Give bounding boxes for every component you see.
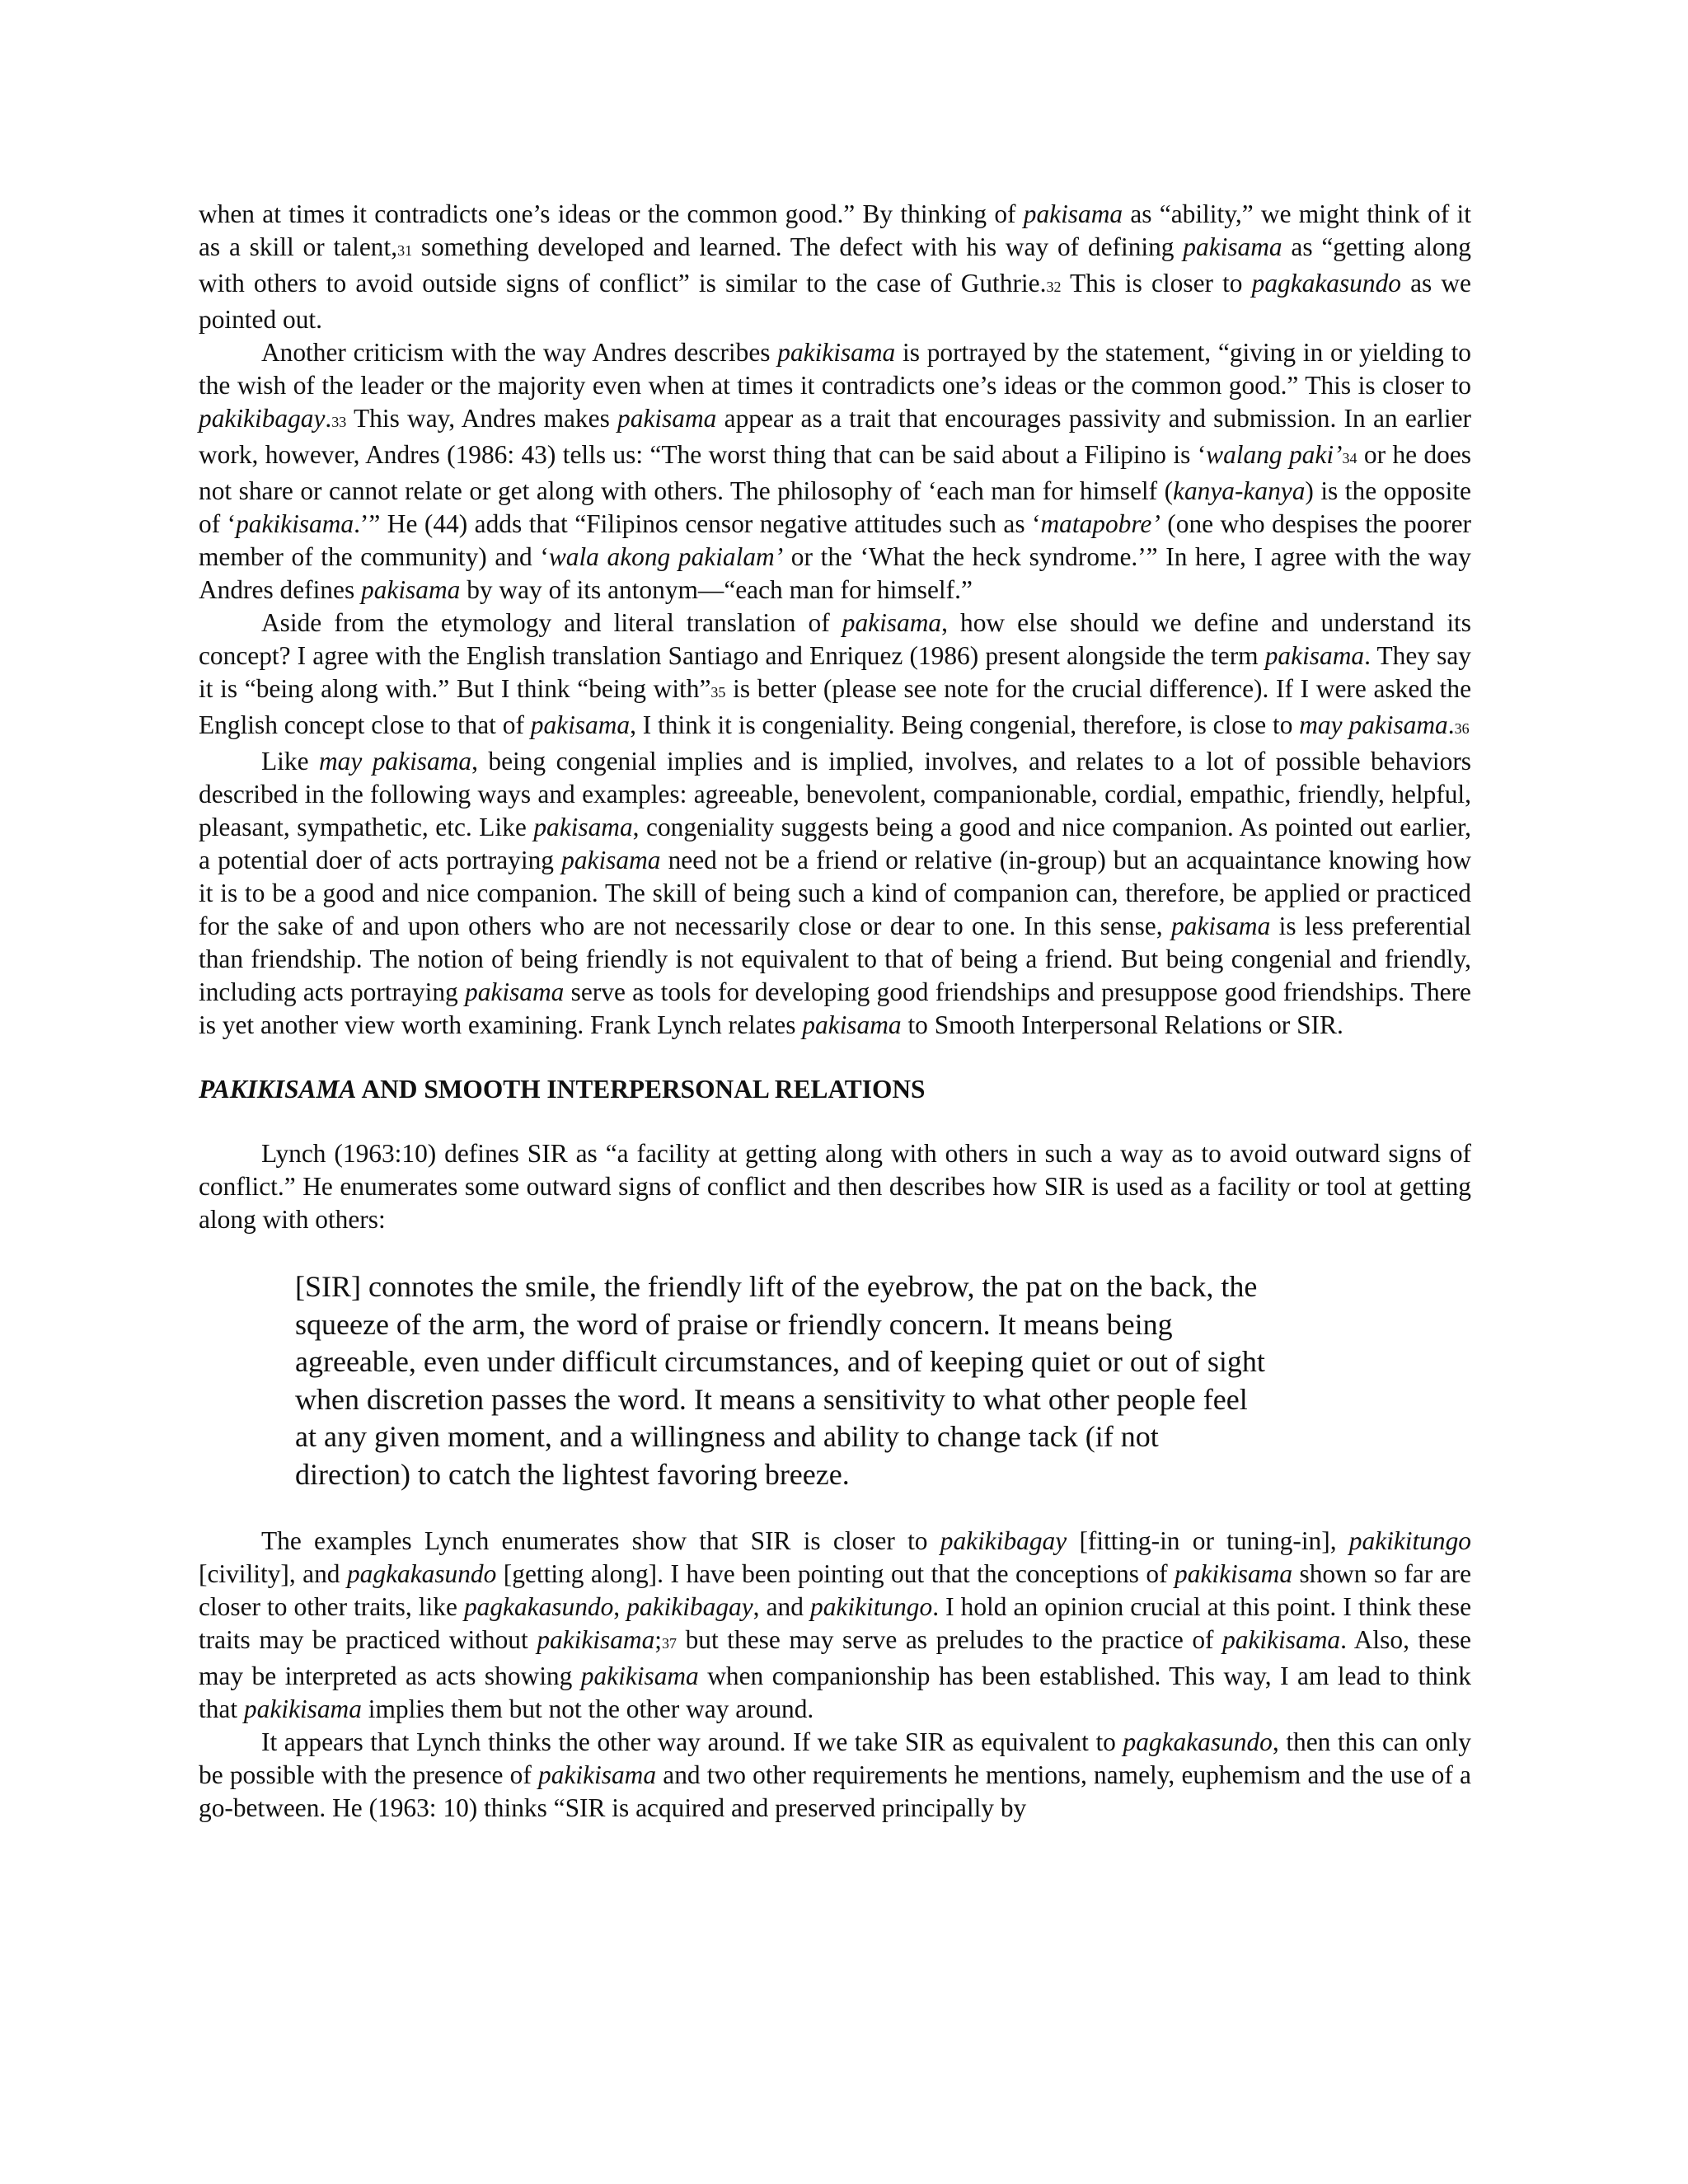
- text: , then this can only be possible with the presence of: [199, 1727, 1471, 1789]
- footnote-ref: 33: [331, 414, 347, 430]
- text: This way, Andres makes: [346, 404, 618, 433]
- quote-line: direction) to catch the lightest favoring breeze.: [295, 1457, 850, 1491]
- text: something developed and learned. The defect with his way of defining: [412, 232, 1184, 261]
- text: when companionship has been established. This way, I am lead to think that: [199, 1661, 1471, 1723]
- text: shown so far are closer to other traits, like: [199, 1559, 1472, 1621]
- text: by way of its antonym—“each man for himself.”: [460, 575, 973, 604]
- footnote-ref: 35: [710, 684, 726, 701]
- text: The examples Lynch enumerates show that SIR is closer to: [261, 1526, 940, 1555]
- text: ,: [613, 1592, 627, 1621]
- text: .: [1447, 710, 1455, 739]
- paragraph-7: [199, 1726, 1471, 1825]
- term: pakikisama: [236, 509, 354, 538]
- text: but these may serve as preludes to the practice of: [677, 1625, 1223, 1654]
- text: , I think it is congeniality. Being congenial, therefore, is close to: [630, 710, 1300, 739]
- footnote-ref: 36: [1454, 720, 1470, 737]
- text: serve as tools for developing good friendships and presuppose good friendships. There is yet another view worth examining. Frank Lynch relates: [199, 977, 1471, 1039]
- term: pakisama: [1264, 641, 1365, 670]
- term: pakisama: [533, 813, 633, 841]
- text: , congeniality suggests being a good and nice companion. As pointed out earlier, a potential doer of acts portraying: [199, 813, 1471, 874]
- quote-line: [SIR] connotes the smile, the friendly lift of the eyebrow, the pat on the back, the: [295, 1270, 1258, 1303]
- text: , and: [753, 1592, 810, 1621]
- footnote-ref: 31: [397, 242, 413, 259]
- footnote-ref: 32: [1046, 279, 1062, 295]
- text: Another criticism with the way Andres describes: [261, 338, 778, 367]
- paragraph-1: [199, 198, 1471, 336]
- term: pakisama: [530, 710, 631, 739]
- text: when at times it contradicts one’s ideas or the common good.” By thinking of: [199, 199, 1024, 228]
- quote-line: when discretion passes the word. It means a sensitivity to what other people feel: [295, 1382, 1248, 1416]
- text: is portrayed by the statement, “giving in or yielding to the wish of the leader or the majority even when at times it contradicts one’s ideas or the common good.” This is closer to: [199, 338, 1471, 400]
- term: pakikisama: [777, 338, 896, 367]
- term: pakikibagay: [626, 1592, 753, 1621]
- term: pakisama: [617, 404, 717, 433]
- text: . Also, these may be interpreted as acts showing: [199, 1625, 1471, 1690]
- term: pakisama: [1183, 232, 1282, 261]
- term: pakikibagay: [199, 404, 326, 433]
- text: Aside from the etymology and literal translation of: [261, 608, 842, 637]
- text: need not be a friend or relative (in-group) but an acquaintance knowing how it is to be a good and nice companion. The skill of being such a kind of companion can, therefore, be applied or practiced for the sake of and upon others who are not necessarily close or dear to one. In this sense,: [199, 846, 1471, 940]
- paragraph-6: [199, 1525, 1471, 1726]
- text: [civility], and: [199, 1559, 347, 1588]
- quote-line: at any given moment, and a willingness and ability to change tack (if not: [295, 1420, 1159, 1453]
- term: pakisama: [802, 1010, 902, 1039]
- term: pagkakasundo: [1251, 269, 1401, 298]
- term: matapobre’: [1040, 509, 1160, 538]
- term: pagkakasundo: [463, 1592, 614, 1621]
- term: pakikisama: [1222, 1625, 1341, 1654]
- term: may pakisama: [1299, 710, 1448, 739]
- quote-line: squeeze of the arm, the word of praise or friendly concern. It means being: [295, 1307, 1173, 1341]
- paragraph-2: [199, 336, 1471, 607]
- text: as we pointed out.: [199, 269, 1471, 334]
- text: appear as a trait that encourages passivity and submission. In an earlier work, however, Andres (1986: 43) tells us: “The worst thing that can be said about a Filipino is ‘: [199, 404, 1471, 469]
- term: pakikisama: [580, 1661, 699, 1690]
- text: .’” He (44) adds that “Filipinos censor negative attitudes such as ‘: [354, 509, 1041, 538]
- text: ;: [654, 1625, 663, 1654]
- heading-term: PAKIKISAMA: [199, 1075, 357, 1104]
- quote-line: agreeable, even under difficult circumstances, and of keeping quiet or out of sight: [295, 1345, 1265, 1378]
- term: pakikisama: [537, 1625, 655, 1654]
- text: as “ability,” we might think of it as a skill or talent,: [199, 199, 1471, 261]
- term: pagkakasundo: [1123, 1727, 1273, 1756]
- text: [getting along]. I have been pointing out that the conceptions of: [496, 1559, 1175, 1588]
- text: is less preferential than friendship. The notion of being friendly is not equivalent to that of being a friend. But being congenial and friendly, including acts portraying: [199, 912, 1471, 1006]
- term: pakisama: [361, 575, 461, 604]
- text: , being congenial implies and is implied, involves, and relates to a lot of possible behaviors described in the following ways and examples: agreeable, benevolent, companionable, cordial, empathic, friendly, helpful, pleasant, sympathetic, etc. Like: [199, 747, 1471, 841]
- term: kanya-kanya: [1173, 476, 1306, 505]
- text: , how else should we define and understand its concept? I agree with the English translation Santiago and Enriquez (1986) present alongside the term: [199, 608, 1471, 670]
- text: Like: [261, 747, 319, 776]
- paragraph-4: [199, 745, 1471, 1042]
- text: implies them but not the other way around.: [361, 1694, 814, 1723]
- term: pakikisama: [538, 1760, 657, 1789]
- text: . They say it is “being along with.” But I think “being with”: [199, 641, 1471, 703]
- text: Lynch (1963:10) defines SIR as “a facility at getting along with others in such a way as to avoid outward signs of conflict.” He enumerates some outward signs of conflict and then describes how SIR is used as a facility or tool at getting along with others:: [199, 1139, 1471, 1234]
- document-page: [199, 198, 1471, 1825]
- text: It appears that Lynch thinks the other way around. If we take SIR as equivalent to: [261, 1727, 1123, 1756]
- text: or he does not share or cannot relate or get along with others. The philosophy of ‘each man for himself (: [199, 440, 1472, 505]
- text: .: [325, 404, 332, 433]
- text: (one who despises the poorer member of the community) and ‘: [199, 509, 1471, 571]
- text: . I hold an opinion crucial at this point. I think these traits may be practiced without: [199, 1592, 1471, 1654]
- term: pakikitungo: [810, 1592, 933, 1621]
- heading-text: AND SMOOTH INTERPERSONAL RELATIONS: [356, 1075, 926, 1104]
- section-heading: [199, 1073, 1471, 1106]
- term: pakisama: [842, 608, 942, 637]
- term: may pakisama: [318, 747, 472, 776]
- footnote-ref: 37: [662, 1635, 678, 1652]
- text: to Smooth Interpersonal Relations or SIR.: [901, 1010, 1343, 1039]
- term: pagkakasundo: [346, 1559, 497, 1588]
- term: pakisama: [1170, 912, 1271, 940]
- paragraph-5: [199, 1137, 1471, 1236]
- term: wala akong pakialam’: [548, 542, 784, 571]
- text: and two other requirements he mentions, namely, euphemism and the use of a go-between. He (1963: 10) thinks “SIR is acquired and preserved principally by: [199, 1760, 1471, 1822]
- term: walang paki’: [1206, 440, 1343, 469]
- block-quote: [295, 1268, 1383, 1493]
- term: pakikibagay: [940, 1526, 1067, 1555]
- term: pakikisama: [1175, 1559, 1293, 1588]
- term: pakisama: [465, 977, 565, 1006]
- text: [fitting-in or tuning-in],: [1067, 1526, 1349, 1555]
- term: pakisama: [561, 846, 661, 874]
- term: pakisama: [1023, 199, 1123, 228]
- text: This is closer to: [1061, 269, 1252, 298]
- text: ) is the opposite of ‘: [199, 476, 1471, 538]
- footnote-ref: 34: [1342, 450, 1357, 466]
- text: as “getting along with others to avoid outside signs of conflict” is similar to the case of Guthrie.: [199, 232, 1472, 298]
- text: is better (please see note for the crucial difference). If I were asked the English concept close to that of: [199, 674, 1472, 739]
- term: pakikisama: [243, 1694, 362, 1723]
- paragraph-3: [199, 607, 1471, 745]
- text: or the ‘What the heck syndrome.’” In here, I agree with the way Andres defines: [199, 542, 1471, 604]
- term: pakikitungo: [1348, 1526, 1471, 1555]
